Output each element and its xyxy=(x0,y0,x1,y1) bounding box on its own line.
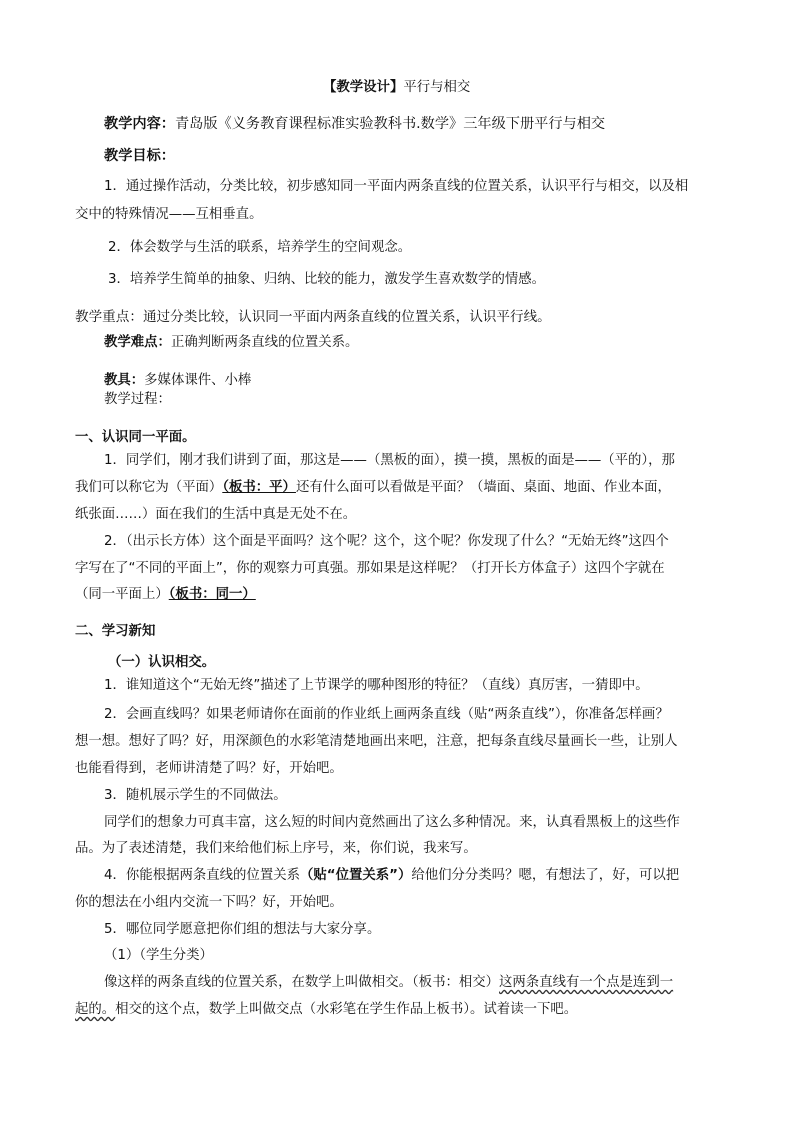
paragraph-line: 2．会画直线吗？如果老师请你在面前的作业纸上画两条直线（贴“两条直线”），你准备怎样画？ xyxy=(104,707,669,722)
paragraph-line: 你的想法在小组内交流一下吗？好，开始吧。 xyxy=(75,895,343,910)
paragraph-text: 我们可以称它为（平面） xyxy=(75,480,223,495)
paragraph-line xyxy=(104,973,673,993)
paragraph-text: 还有什么面可以看做是平面？（墙面、桌面、地面、作业本面， xyxy=(295,480,671,495)
paragraph-line: 也能看得到，老师讲清楚了吗？好，开始吧。 xyxy=(75,761,343,776)
paragraph-line: 纸张面……）面在我们的生活中真是无处不在。 xyxy=(75,507,357,522)
tools-label: 教具： xyxy=(104,373,145,388)
tools-text: 多媒体课件、小棒 xyxy=(144,373,252,388)
paragraph-line: 2．（出示长方体）这个面是平面吗？这个呢？这个，这个呢？你发现了什么？“无始无终”这四个 xyxy=(104,534,669,549)
section2-heading: 二、学习新知 xyxy=(75,624,156,639)
paragraph-line: 1．谁知道这个“无始无终”描述了上节课学的哪种图形的特征？（直线）真厉害，一猜即中。 xyxy=(104,678,649,693)
teaching-content xyxy=(104,114,605,134)
title-bracket-label: 【教学设计】 xyxy=(323,80,404,95)
teaching-goals-label: 教学目标： xyxy=(104,148,175,164)
section1-heading: 一、认识同一平面。 xyxy=(75,430,196,445)
goal-item: 3．培养学生简单的抽象、归纳、比较的能力，激发学生喜欢数学的情感。 xyxy=(108,272,546,287)
paragraph-line xyxy=(104,866,679,886)
key-point: 教学重点：通过分类比较，认识同一平面内两条直线的位置关系，认识平行线。 xyxy=(75,309,551,325)
paragraph-line: 1．同学们，刚才我们讲到了面，那这是——（黑板的面），摸一摸，黑板的面是——（平的），那 xyxy=(104,453,675,468)
teaching-tools xyxy=(104,371,251,391)
goal-item: 1．通过操作活动，分类比较，初步感知同一平面内两条直线的位置关系，认识平行与相交，以及相 xyxy=(104,179,689,194)
title-name: 平行与相交 xyxy=(403,80,471,95)
board-note: （板书：同一） xyxy=(168,587,256,602)
document-title xyxy=(323,78,470,98)
teaching-content-text: 青岛版《义务教育课程标准实验教科书.数学》三年级下册平行与相交 xyxy=(174,116,606,132)
paragraph-line: 品。为了表述清楚，我们来给他们标上序号，来，你们说，我来写。 xyxy=(75,841,477,856)
paragraph-line: 5．哪位同学愿意把你们组的想法与大家分享。 xyxy=(104,922,381,937)
paragraph-line: （1）（学生分类） xyxy=(104,948,213,963)
paragraph-text: 相交的这个点，数学上叫做交点（水彩笔在学生作品上板书）。试着读一下吧。 xyxy=(115,1002,578,1017)
difficulty-label: 教学难点： xyxy=(104,335,171,350)
paragraph-text: （同一平面上） xyxy=(75,587,169,602)
board-note: （板书：平） xyxy=(222,480,296,495)
teaching-content-label: 教学内容： xyxy=(104,116,175,132)
paragraph-line xyxy=(75,1000,577,1020)
paragraph-line: 同学们的想象力可真丰富，这么短的时间内竟然画出了这么多种情况。来，认真看黑板上的这些作 xyxy=(104,815,680,830)
paragraph-line xyxy=(75,478,671,498)
wavy-underlined-text: 这两条直线有一个点是连到一 xyxy=(499,975,674,990)
goal-item: 2．体会数学与生活的联系，培养学生的空间观念。 xyxy=(108,240,412,255)
difficulty-text: 正确判断两条直线的位置关系。 xyxy=(170,335,359,350)
goal-item: 交中的特殊情况——互相垂直。 xyxy=(75,207,263,222)
paragraph-text: 4．你能根据两条直线的位置关系 xyxy=(104,868,300,883)
subsection-heading: （一）认识相交。 xyxy=(108,655,216,670)
paragraph-line: 字写在了“不同的平面上”，你的观察力可真强。那如果是这样呢？（打开长方体盒子）这四个字就在 xyxy=(75,561,665,576)
paragraph-line: 想一想。想好了吗？好，用深颜色的水彩笔清楚地画出来吧，注意，把每条直线尽量画长一些，让别人 xyxy=(75,734,678,749)
paragraph-line xyxy=(75,585,256,605)
teaching-difficulty xyxy=(104,333,358,353)
process-label: 教学过程： xyxy=(104,392,171,407)
board-note: （贴“位置关系”） xyxy=(300,868,412,883)
paragraph-text: 像这样的两条直线的位置关系，在数学上叫做相交。（板书：相交） xyxy=(104,975,500,990)
wavy-underlined-text: 起的。 xyxy=(75,1002,116,1017)
paragraph-line: 3．随机展示学生的不同做法。 xyxy=(104,788,287,803)
paragraph-text: 给他们分分类吗？嗯，有想法了，好，可以把 xyxy=(411,868,680,883)
